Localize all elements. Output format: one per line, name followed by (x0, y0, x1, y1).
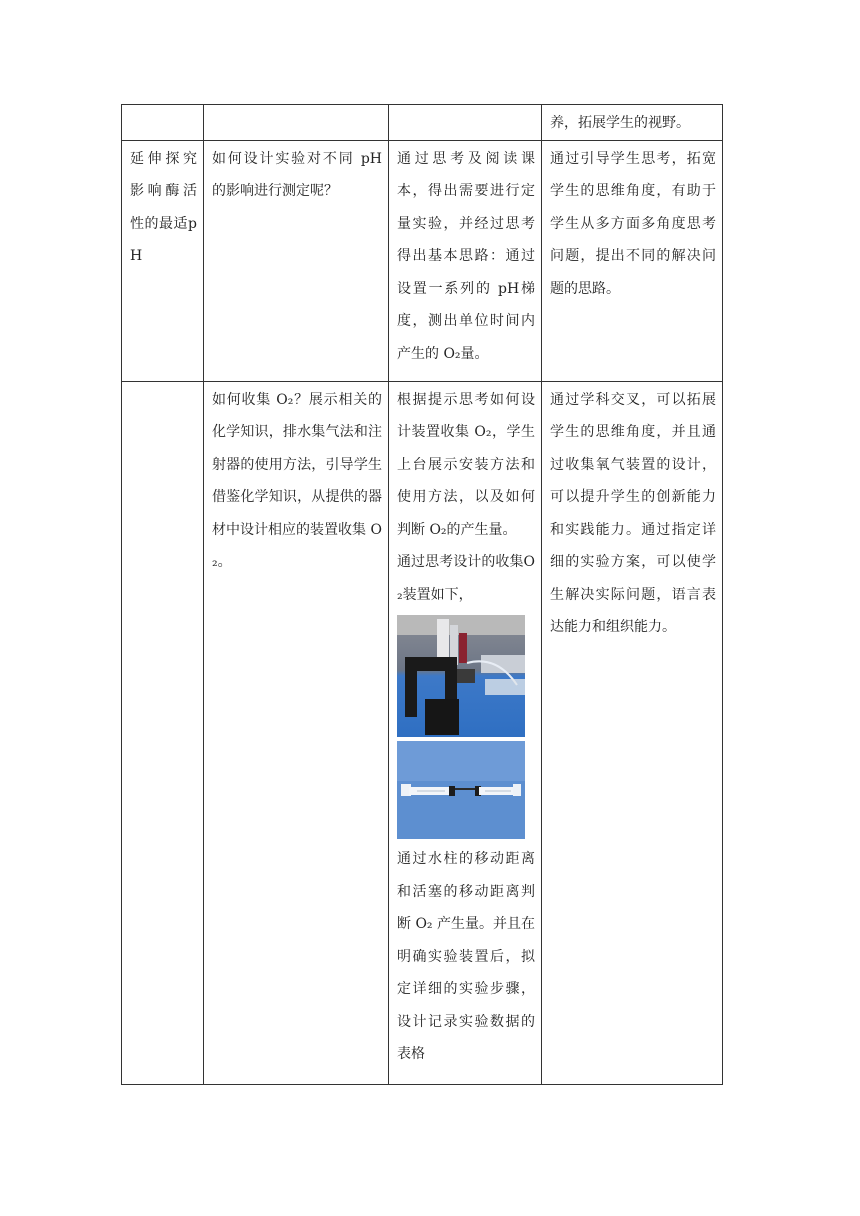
lesson-plan-table (121, 104, 723, 1085)
table-row (122, 105, 723, 141)
connected-syringes-photo (397, 741, 525, 839)
table-row (122, 381, 723, 1084)
cell-stage (122, 381, 204, 1084)
cell-teacher: 如何收集 O₂？展示相关的化学知识，排水集气法和注射器的使用方法，引导学生借鉴化学知识，从提供的器材中设计相应的装置收集 O₂。 (204, 381, 389, 1084)
cell-stage (122, 105, 204, 141)
cell-teacher (204, 105, 389, 141)
cell-intent: 通过学科交叉，可以拓展学生的思维角度，并且通过收集氧气装置的设计，可以提升学生的创新能力和实践能力。通过指定详细的实验方案，可以使学生解决实际问题，语言表达能力和组织能力。 (542, 381, 723, 1084)
cell-teacher: 如何设计实验对不同 pH 的影响进行测定呢？ (204, 140, 389, 381)
cell-student (389, 381, 542, 1084)
water-displacement-apparatus-photo (397, 615, 525, 737)
cell-stage: 延伸探究影响酶活性的最适pH (122, 140, 204, 381)
cell-student: 通过思考及阅读课本，得出需要进行定量实验，并经过思考得出基本思路：通过设置一系列的 pH梯度，测出单位时间内产生的 O₂量。 (389, 140, 542, 381)
cell-student (389, 105, 542, 141)
apparatus-intro-text: 通过思考设计的收集O₂装置如下， (397, 554, 535, 603)
cell-intent: 通过引导学生思考，拓宽学生的思维角度，有助于学生从多方面多角度思考问题，提出不同的解决问题的思路。 (542, 140, 723, 381)
cell-intent: 养，拓展学生的视野。 (542, 105, 723, 141)
measurement-method-text: 通过水柱的移动距离和活塞的移动距离判断 O₂ 产生量。并且在明确实验装置后，拟定详细的实验步骤，设计记录实验数据的表格 (397, 851, 535, 1062)
student-activity-text: 根据提示思考如何设计装置收集 O₂，学生上台展示安装方法和使用方法，以及如何判断 O₂的产生量。 (397, 391, 535, 538)
table-row (122, 140, 723, 381)
